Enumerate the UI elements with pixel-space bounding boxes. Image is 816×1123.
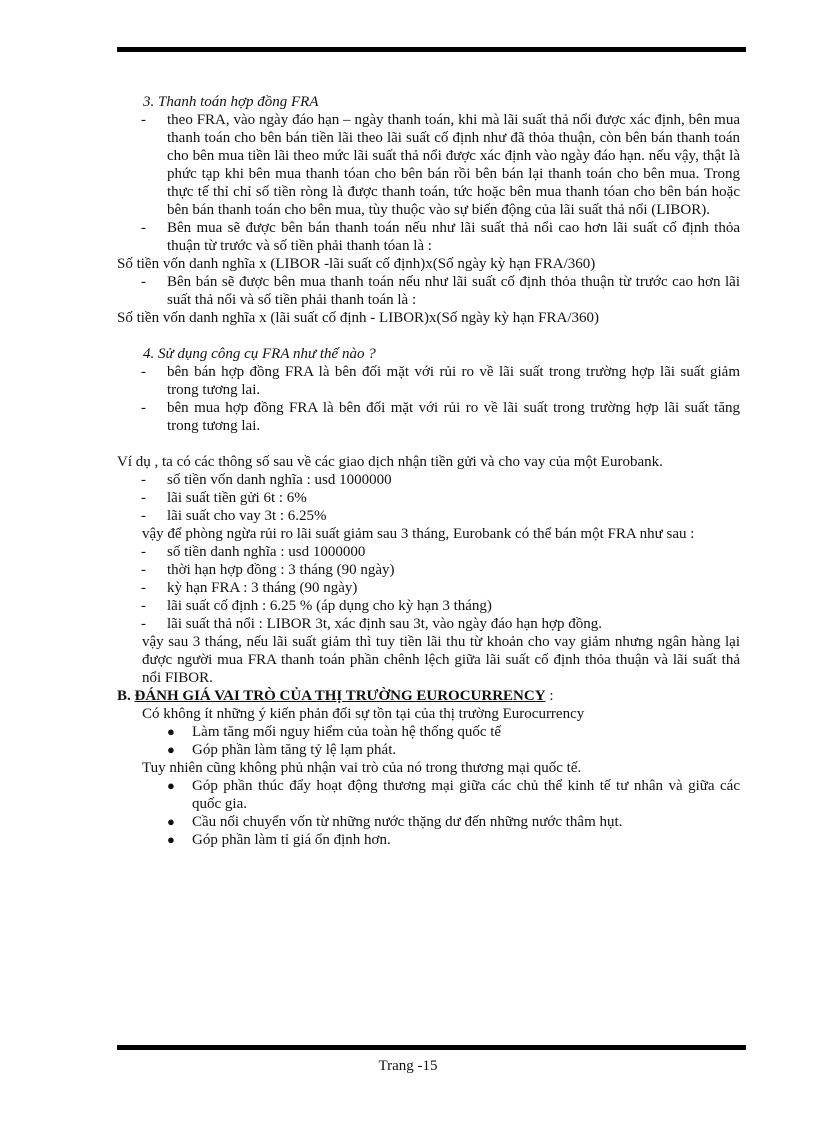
bullet-marker: ● — [167, 724, 175, 739]
dash-marker: - — [141, 598, 146, 614]
list-item — [141, 543, 740, 561]
bullet-marker: ● — [167, 832, 175, 847]
list-item-text: lãi suất thả nổi : LIBOR 3t, xác định sau 3t, vào ngày đáo hạn hợp đồng. — [167, 616, 602, 632]
formula-buyer: Số tiền vốn danh nghĩa x (LIBOR -lãi suất cố định)x(Số ngày kỳ hạn FRA/360) — [117, 256, 596, 272]
dash-marker: - — [141, 562, 146, 578]
section-b-suffix: : — [545, 688, 554, 704]
list-item — [141, 579, 740, 597]
dash-marker: - — [141, 490, 146, 506]
list-item — [141, 597, 740, 615]
hedge-text: vậy để phòng ngừa rủi ro lãi suất giảm sau 3 tháng, Eurobank có thể bán một FRA như sau : — [142, 526, 695, 542]
bullet-marker: ● — [167, 742, 175, 757]
list-item-text: bên bán hợp đồng FRA là bên đối mặt với rủi ro về lãi suất trong trường hợp lãi suất giảm trong tương lai. — [167, 364, 740, 398]
section-b-title: ĐÁNH GIÁ VAI TRÒ CỦA THỊ TRƯỜNG EUROCURRENCY — [134, 688, 546, 704]
list-item-text: Góp phần làm tăng tỷ lệ lạm phát. — [192, 742, 397, 758]
page-content — [117, 93, 740, 849]
section-b-heading — [117, 687, 740, 705]
support-intro: Tuy nhiên cũng không phủ nhận vai trò của nó trong thương mại quốc tế. — [142, 760, 582, 776]
list-item-text: lãi suất tiền gửi 6t : 6% — [167, 490, 307, 506]
list-item — [141, 273, 740, 309]
list-item — [167, 831, 740, 849]
list-item-text: Cầu nối chuyển vốn từ những nước thặng dư đến những nước thâm hụt. — [192, 814, 623, 830]
list-item-text: Làm tăng mối nguy hiểm của toàn hệ thống quốc tế — [192, 724, 502, 740]
list-item-text: thời hạn hợp đồng : 3 tháng (90 ngày) — [167, 562, 395, 578]
list-item-text: Bên bán sẽ được bên mua thanh toán nếu như lãi suất cố định thỏa thuận từ trước cao hơn lãi suất thả nổi và số tiền phải thanh toán là : — [167, 274, 740, 308]
list-item-text: Góp phần làm tỉ giá ổn định hơn. — [192, 832, 391, 848]
section-4-heading: 4. Sử dụng công cụ FRA như thế nào ? — [143, 346, 376, 362]
dash-marker: - — [141, 220, 146, 236]
list-item — [141, 561, 740, 579]
footer-rule — [117, 1045, 746, 1050]
list-item-text: kỳ hạn FRA : 3 tháng (90 ngày) — [167, 580, 358, 596]
section-b-label: B. — [117, 688, 135, 704]
section-3-heading: 3. Thanh toán hợp đồng FRA — [143, 94, 319, 110]
list-item-text: số tiền danh nghĩa : usd 1000000 — [167, 544, 366, 560]
opposition-intro: Có không ít những ý kiến phản đối sự tồn tại của thị trường Eurocurrency — [142, 706, 585, 722]
list-item-text: lãi suất cho vay 3t : 6.25% — [167, 508, 327, 524]
dash-marker: - — [141, 364, 146, 380]
list-item — [141, 507, 740, 525]
example-intro: Ví dụ , ta có các thông số sau về các giao dịch nhận tiền gửi và cho vay của một Eurobank. — [117, 454, 663, 470]
dash-marker: - — [141, 508, 146, 524]
list-item — [141, 471, 740, 489]
list-item — [167, 723, 740, 741]
dash-marker: - — [141, 112, 146, 128]
list-item — [167, 813, 740, 831]
list-item-text: Góp phần thúc đẩy hoạt động thương mại giữa các chủ thể kinh tế tư nhân và giữa các quốc gia. — [192, 778, 740, 812]
list-item-text: lãi suất cố định : 6.25 % (áp dụng cho kỳ hạn 3 tháng) — [167, 598, 492, 614]
dash-marker: - — [141, 472, 146, 488]
dash-marker: - — [141, 616, 146, 632]
dash-marker: - — [141, 400, 146, 416]
page-number: Trang -15 — [378, 1058, 438, 1074]
dash-marker: - — [141, 274, 146, 290]
example-conclusion: vậy sau 3 tháng, nếu lãi suất giảm thì tuy tiền lãi thu từ khoản cho vay giảm nhưng ngân hàng lại được người mua FRA thanh toán phần chênh lệch giữa lãi suất cố định thỏa thuận và lãi suất thả nổi FIBOR. — [142, 634, 740, 686]
bullet-marker: ● — [167, 814, 175, 829]
formula-seller: Số tiền vốn danh nghĩa x (lãi suất cố định - LIBOR)x(Số ngày kỳ hạn FRA/360) — [117, 310, 600, 326]
list-item — [141, 111, 740, 219]
list-item — [141, 219, 740, 255]
list-item-text: theo FRA, vào ngày đáo hạn – ngày thanh toán, khi mà lãi suất thả nổi được xác định, bên mua thanh toán cho bên bán tiền lãi theo lãi suất cố định như đã thỏa thuận, còn bên bán thanh toán cho bên mua tiền lãi theo mức lãi suất thả nổi được xác định vào ngày đáo hạn. nếu vậy, thật là phức tạp khi bên mua thanh tóan cho bên bán rồi bên bán lại thanh toán cho bên mua. Trong thực tế thỉ chỉ số tiền ròng là được thanh toán, tức hoặc bên mua thanh tóan cho bên bán hoặc bên bán thanh toán cho bên mua, tùy thuộc vào sự biến động của lãi suất thả nổi (LIBOR). — [167, 112, 740, 218]
list-item-text: số tiền vốn danh nghĩa : usd 1000000 — [167, 472, 392, 488]
bullet-marker: ● — [167, 778, 175, 793]
list-item-text: Bên mua sẽ được bên bán thanh toán nếu như lãi suất thả nổi cao hơn lãi suất cố định thỏa thuận từ trước và số tiền phải thanh tóan là : — [167, 220, 740, 254]
list-item — [167, 741, 740, 759]
list-item — [167, 777, 740, 813]
list-item — [141, 615, 740, 633]
list-item — [141, 363, 740, 399]
list-item — [141, 399, 740, 435]
header-rule — [117, 47, 746, 52]
dash-marker: - — [141, 544, 146, 560]
dash-marker: - — [141, 580, 146, 596]
list-item-text: bên mua hợp đồng FRA là bên đối mặt với rủi ro về lãi suất trong trường hợp lãi suất tăng trong tương lai. — [167, 400, 740, 434]
list-item — [141, 489, 740, 507]
